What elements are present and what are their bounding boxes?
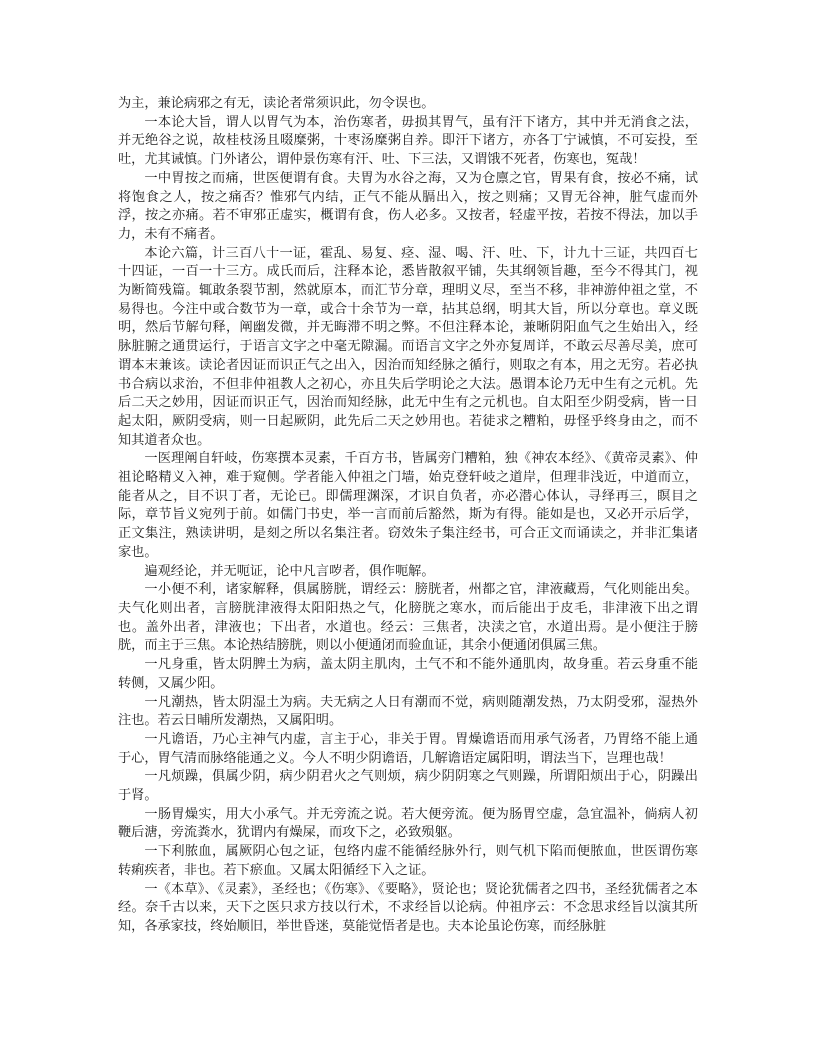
paragraph-stomach-pain: 一中胃按之而痛，世医便谓有食。夫胃为水谷之海，又为仓廪之官，胃果有食，按必不痛，试将饱食之人，按之痛否？惟邪气内结，正气不能从膈出入，按之则痛；又胃无谷神，脏气虚而外浮，按之亦痛。若不审邪正虚实，概谓有食，伤人必多。又按者，轻虚平按，若按不得法，加以手力，未有不痛者。 [118,170,698,242]
paragraph-classics: 一《本草》、《灵素》，圣经也；《伤寒》、《要略》，贤论也；贤论犹儒者之四书，圣经犹儒者之本经。奈千古以来，天下之医只求方技以行术，不求经旨以论病。仲祖序云：不念思求经旨以演其所知，各承家技，终始顺旧，举世昏迷，莫能觉悟者是也。夫本论虽论伤寒，而经脉脏 [118,881,698,934]
paragraph-continued: 为主，兼论病邪之有无，读论者常须识此，勿令误也。 [118,96,435,111]
paragraph-medical-theory: 一医理阐自轩岐，伤寒撰本灵素，千百方书，皆属旁门糟粕，独《神农本经》、《黄帝灵素》、仲祖论略精义入神，难于窥侧。学者能入仲祖之门墙，始克登轩岐之道岸，但理非浅近，中道而立，能者从之，目不识丁者，无论已。即儒理渊深，才识自负者，亦必潜心体认，寻绎再三，瞑目之际，章节旨义宛列于前。如儒门书史，举一言而前后豁然，斯为有得。能如是也，又必开示后学，正文集注，熟读讲明，是刻之所以名集注者。窃效朱子集注经书，可合正文而诵读之，并非汇集诸家也。 [118,451,698,560]
document-page [118,95,698,937]
paragraph-six-chapters: 本论六篇，计三百八十一证，霍乱、易复、痉、湿、喝、汗、吐、下，计九十三证，共四百七十四证，一百一十三方。成氏而后，注释本论，悉皆散叙平铺，失其纲领旨趣，至今不得其门，视为断简残篇。辄敢条裂节割，然就原本，而汇节分章，理明义尽，至当不移，非神游仲祖之堂，不易得也。今注中或合数节为一章，或合十余节为一章，拈其总纲，明其大旨，所以分章也。章义既明，然后节解句释，阐幽发微，并无晦滞不明之弊。不但注释本论，兼晰阴阳血气之生始出入，经脉脏腑之通贯运行，于语言文字之中毫无隙漏。而语言文字之外亦复周详，不敢云尽善尽美，庶可谓本末兼该。读论者因证而识正气之出入，因治而知经脉之循行，则取之有本，用之无穷。若必执书合病以求治，不但非仲祖教人之初心，亦且失后学明论之大法。愚谓本论乃无中生有之元机。先后二天之妙用，因证而识正气，因治而知经脉，此无中生有之元机也。自太阳至少阴受病，皆一日起太阳，厥阴受病，则一日起厥阴，此先后二天之妙用也。若徒求之糟粕，毋怪乎终身由之，而不知其道者众也。 [118,245,698,448]
paragraph-dry-bowels: 一肠胃燥实，用大小承气。并无旁流之说。若大便旁流。便为肠胃空虚，急宜温补，倘病人初鞭后溏，旁流粪水，犹谓内有燥屎，而攻下之，必致殒躯。 [118,806,698,841]
paragraph-tidal-fever: 一凡潮热，皆太阴湿土为病。夫无病之人日有潮而不觉，病则随潮发热，乃太阴受邪，湿热外注也。若云日晡所发潮热，又属阳明。 [118,694,698,729]
paragraph-hiccup: 遍观经论，并无呃证，论中凡言哕者，俱作呃解。 [144,563,435,579]
paragraph-delirium: 一凡谵语，乃心主神气内虚，言主于心，非关于胃。胃燥谵语而用承气汤者，乃胃络不能上通于心，胃气清而脉络能通之义。今人不明少阴谵语，几解谵语定属阳明，谓法当下，岂理也哉！ [118,731,698,766]
paragraph-stomach-qi: 一本论大旨，谓人以胃气为本，治伤寒者，毋损其胃气，虽有汗下诸方，其中并无消食之法，并无绝谷之说，故桂枝汤且啜糜粥，十枣汤糜粥自养。即汗下诸方，亦各丁宁诫慎，不可妄投，至吐，尤其诫慎。门外诸公，谓仲景伤寒有汗、吐、下三法，又谓饿不死者，伤寒也，冤哉！ [118,114,698,168]
paragraph-bloody-stool: 一下利脓血，属厥阴心包之证，包络内虚不能循经脉外行，则气机下陷而便脓血，世医谓伤寒转痢疾者，非也。若下瘀血。又属太阳循经下入之证。 [118,844,698,878]
paragraph-body-heaviness: 一凡身重，皆太阴脾土为病，盖太阴主肌肉，土气不和不能外通肌肉，故身重。若云身重不能转侧，又属少阳。 [118,657,698,691]
paragraph-urination: 一小便不利，诸家解释，俱属膀胱，谓经云：膀胱者，州都之官，津液藏焉，气化则能出矣。夫气化则出者，言膀胱津液得太阳阳热之气，化膀胱之寒水，而后能出于皮毛，非津液下出之谓也。盖外出者，津液也；下出者，水道也。经云：三焦者，决渎之官，水道出焉。是小便注于膀胱，而主于三焦。本论热结膀胱，则以小便通闭而验血证，其余小便通闭俱属三焦。 [118,582,698,654]
paragraph-restlessness: 一凡烦躁，俱属少阴，病少阴君火之气则烦，病少阴阴寒之气则躁，所谓阳烦出于心，阴躁出于肾。 [118,769,698,804]
